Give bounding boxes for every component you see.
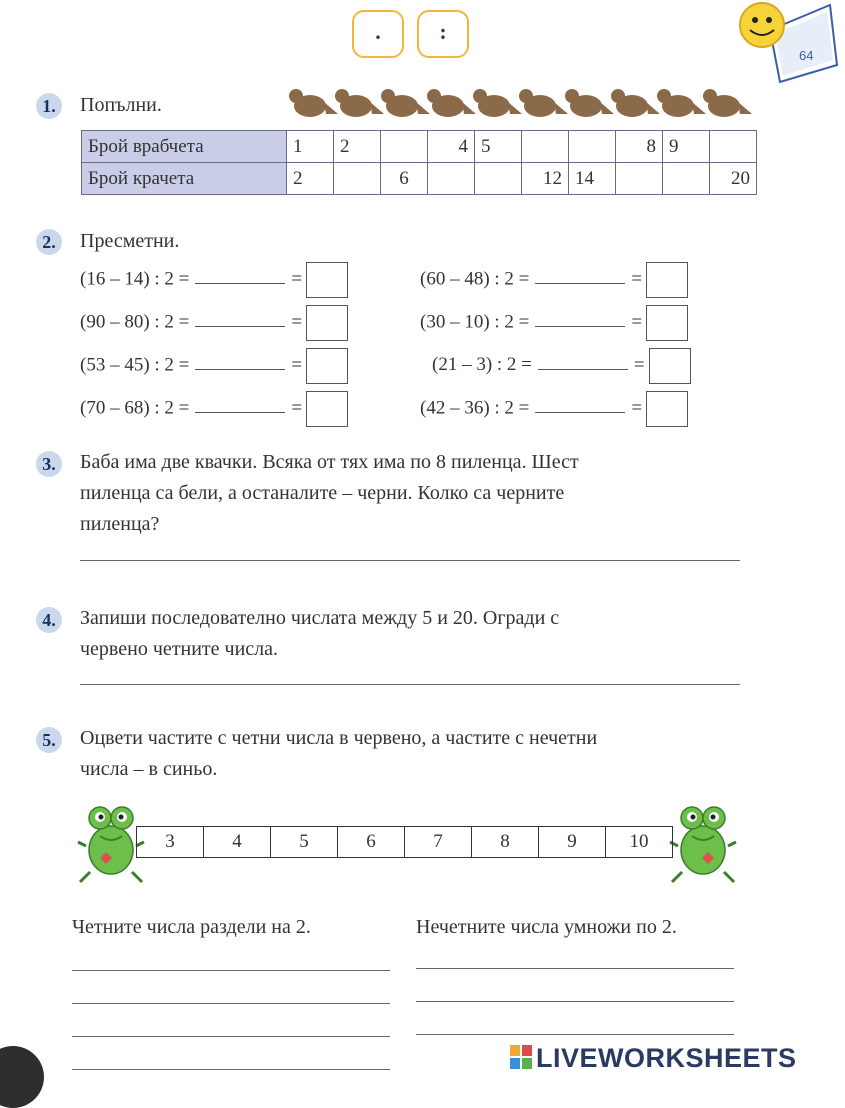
table-cell[interactable]: 12 (522, 163, 569, 195)
answer-box[interactable] (649, 348, 691, 384)
answer-line[interactable] (416, 1001, 734, 1002)
sparrows-illustration (286, 80, 756, 130)
task4-number: 4. (36, 607, 62, 633)
sparrow-icon (565, 89, 614, 117)
answer-box[interactable] (646, 391, 688, 427)
face-button-colon[interactable]: : (417, 10, 469, 58)
answer-line[interactable] (80, 684, 740, 685)
equation-row (80, 305, 348, 341)
equals-sign: = (291, 311, 303, 333)
sparrow-icon (657, 89, 706, 117)
equals-sign: = (633, 354, 645, 376)
task3-text (80, 447, 579, 540)
strip-cell[interactable]: 9 (539, 827, 606, 857)
table-cell[interactable]: 14 (569, 163, 616, 195)
text-line: пиленца? (80, 513, 160, 535)
answer-box[interactable] (306, 348, 348, 384)
table-cell[interactable]: 2 (287, 163, 334, 195)
answer-line[interactable] (72, 970, 390, 971)
row-label: Брой крачета (82, 163, 287, 195)
left-caption: Четните числа раздели на 2. (72, 916, 311, 938)
table-row (82, 131, 757, 163)
table-cell[interactable]: 9 (663, 131, 710, 163)
task5-number: 5. (36, 727, 62, 753)
answer-blank[interactable] (195, 308, 285, 327)
table-cell[interactable]: 1 (287, 131, 334, 163)
task4-text (80, 603, 559, 665)
answer-box[interactable] (306, 262, 348, 298)
table-cell[interactable]: 6 (381, 163, 428, 195)
table-cell[interactable] (663, 163, 710, 195)
table-cell[interactable]: 20 (710, 163, 757, 195)
table-cell[interactable] (334, 163, 381, 195)
strip-cell[interactable]: 5 (271, 827, 338, 857)
face-button-dot[interactable]: . (352, 10, 404, 58)
page-number: 64 (799, 48, 814, 63)
text-line: червено четните числа. (80, 638, 279, 660)
right-caption: Нечетните числа умножи по 2. (416, 916, 677, 938)
table-cell[interactable]: 8 (616, 131, 663, 163)
number-strip (136, 826, 673, 858)
answer-line[interactable] (416, 1034, 734, 1035)
answer-line[interactable] (416, 968, 734, 969)
table-cell[interactable] (616, 163, 663, 195)
sparrow-icon (703, 89, 752, 117)
equation-text: (90 – 80) : 2 = (80, 311, 190, 333)
equation-text: (60 – 48) : 2 = (420, 268, 530, 290)
equals-sign: = (631, 268, 643, 290)
sparrow-icon (519, 89, 568, 117)
sparrow-icon (289, 89, 338, 117)
text-line: пиленца са бели, а останалите – черни. Колко са черните (80, 482, 565, 504)
equation-text: (53 – 45) : 2 = (80, 354, 190, 376)
equation-text: (21 – 3) : 2 = (432, 354, 532, 376)
answer-box[interactable] (306, 305, 348, 341)
equation-row (80, 391, 348, 427)
answer-blank[interactable] (195, 394, 285, 413)
task2-number: 2. (36, 229, 62, 255)
smiley-book-icon (735, 0, 840, 85)
table-cell[interactable] (522, 131, 569, 163)
answer-line[interactable] (72, 1069, 390, 1070)
liveworksheets-logo[interactable]: LIVEWORKSHEETS (536, 1043, 797, 1073)
equation-row (420, 262, 688, 298)
answer-box[interactable] (646, 262, 688, 298)
table-cell[interactable] (710, 131, 757, 163)
strip-cell[interactable]: 7 (405, 827, 472, 857)
equation-row (420, 348, 691, 384)
equals-sign: = (631, 397, 643, 419)
equation-text: (16 – 14) : 2 = (80, 268, 190, 290)
sparrow-icon (427, 89, 476, 117)
row-label: Брой врабчета (82, 131, 287, 163)
answer-box[interactable] (646, 305, 688, 341)
equals-sign: = (291, 354, 303, 376)
task1-number: 1. (36, 93, 62, 119)
sparrow-icon (335, 89, 384, 117)
equals-sign: = (291, 397, 303, 419)
text-line: Оцвети частите с четни числа в червено, а частите с нечетни (80, 727, 598, 749)
answer-line[interactable] (72, 1003, 390, 1004)
task1-title: Попълни. (80, 94, 162, 116)
table-cell[interactable]: 2 (334, 131, 381, 163)
answer-blank[interactable] (535, 394, 625, 413)
table-cell[interactable] (569, 131, 616, 163)
text-line: Запиши последователно числата между 5 и 20. Огради с (80, 607, 560, 629)
equation-text: (42 – 36) : 2 = (420, 397, 530, 419)
equation-row (80, 348, 348, 384)
equals-sign: = (631, 311, 643, 333)
table-cell[interactable]: 5 (475, 131, 522, 163)
sparrow-icon (381, 89, 430, 117)
liveworksheets-logo-icon (510, 1045, 534, 1071)
table-cell[interactable] (381, 131, 428, 163)
answer-blank[interactable] (195, 265, 285, 284)
table-cell[interactable] (475, 163, 522, 195)
answer-box[interactable] (306, 391, 348, 427)
strip-cell[interactable]: 4 (204, 827, 271, 857)
task3-number: 3. (36, 451, 62, 477)
task5-text (80, 723, 597, 785)
strip-cell[interactable]: 8 (472, 827, 539, 857)
sparrow-table (81, 130, 757, 195)
table-cell[interactable] (428, 163, 475, 195)
strip-cell[interactable]: 10 (629, 831, 649, 852)
answer-blank[interactable] (195, 351, 285, 370)
answer-line[interactable] (80, 560, 740, 561)
equation-text: (30 – 10) : 2 = (420, 311, 530, 333)
strip-cell[interactable]: 6 (338, 827, 405, 857)
sparrow-icon (473, 89, 522, 117)
equation-row (420, 305, 688, 341)
table-cell[interactable]: 4 (428, 131, 475, 163)
text-line: числа – в синьо. (80, 758, 218, 780)
equation-text: (70 – 68) : 2 = (80, 397, 190, 419)
table-row (82, 163, 757, 195)
equation-row (80, 262, 348, 298)
text-line: Баба има две квачки. Всяка от тях има по 8 пиленца. Шест (80, 451, 579, 473)
answer-line[interactable] (72, 1036, 390, 1037)
equals-sign: = (291, 268, 303, 290)
answer-blank[interactable] (538, 351, 628, 370)
strip-cell[interactable]: 3 (137, 827, 204, 857)
equation-row (420, 391, 688, 427)
corner-circle-decoration (0, 1046, 44, 1108)
task2-title: Пресметни. (80, 230, 180, 252)
sparrow-icon (611, 89, 660, 117)
answer-blank[interactable] (535, 308, 625, 327)
answer-blank[interactable] (535, 265, 625, 284)
frog-right-icon (668, 800, 738, 888)
